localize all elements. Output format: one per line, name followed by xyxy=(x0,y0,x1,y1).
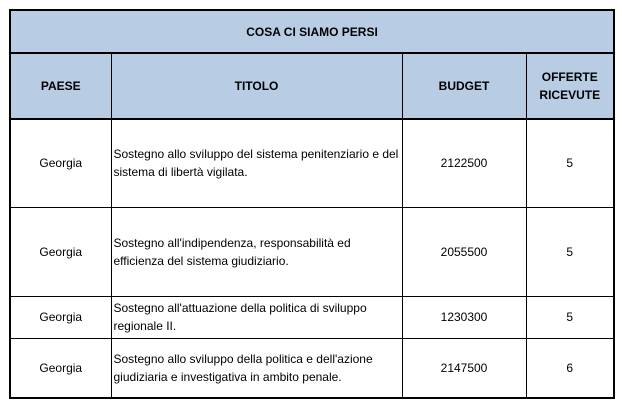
cell-titolo: Sostegno all'indipendenza, responsabilità ed efficienza del sistema giudiziario. xyxy=(111,207,402,296)
cell-offerte: 5 xyxy=(526,207,614,296)
cell-budget: 2122500 xyxy=(402,119,526,207)
table-row xyxy=(10,207,614,296)
cell-budget: 2055500 xyxy=(402,207,526,296)
cell-titolo: Sostegno allo sviluppo del sistema penitenziario e del sistema di libertà vigilata. xyxy=(111,119,402,207)
cell-budget: 1230300 xyxy=(402,296,526,338)
header-titolo: TITOLO xyxy=(111,53,402,119)
table-title: COSA CI SIAMO PERSI xyxy=(10,10,614,53)
header-offerte: OFFERTE RICEVUTE xyxy=(526,53,614,119)
header-budget: BUDGET xyxy=(402,53,526,119)
cell-titolo: Sostegno all'attuazione della politica di sviluppo regionale II. xyxy=(111,296,402,338)
cell-paese: Georgia xyxy=(10,207,111,296)
cell-paese: Georgia xyxy=(10,338,111,398)
table-row xyxy=(10,296,614,338)
cell-offerte: 5 xyxy=(526,119,614,207)
spreadsheet-table-container xyxy=(9,9,613,398)
cell-paese: Georgia xyxy=(10,296,111,338)
header-row xyxy=(10,53,614,119)
header-paese: PAESE xyxy=(10,53,111,119)
table-row xyxy=(10,119,614,207)
title-row xyxy=(10,10,614,53)
table-row xyxy=(10,338,614,398)
procurement-table xyxy=(9,9,615,399)
cell-offerte: 5 xyxy=(526,296,614,338)
cell-offerte: 6 xyxy=(526,338,614,398)
cell-paese: Georgia xyxy=(10,119,111,207)
cell-titolo: Sostegno allo sviluppo della politica e dell'azione giudiziaria e investigativa in ambito penale. xyxy=(111,338,402,398)
cell-budget: 2147500 xyxy=(402,338,526,398)
